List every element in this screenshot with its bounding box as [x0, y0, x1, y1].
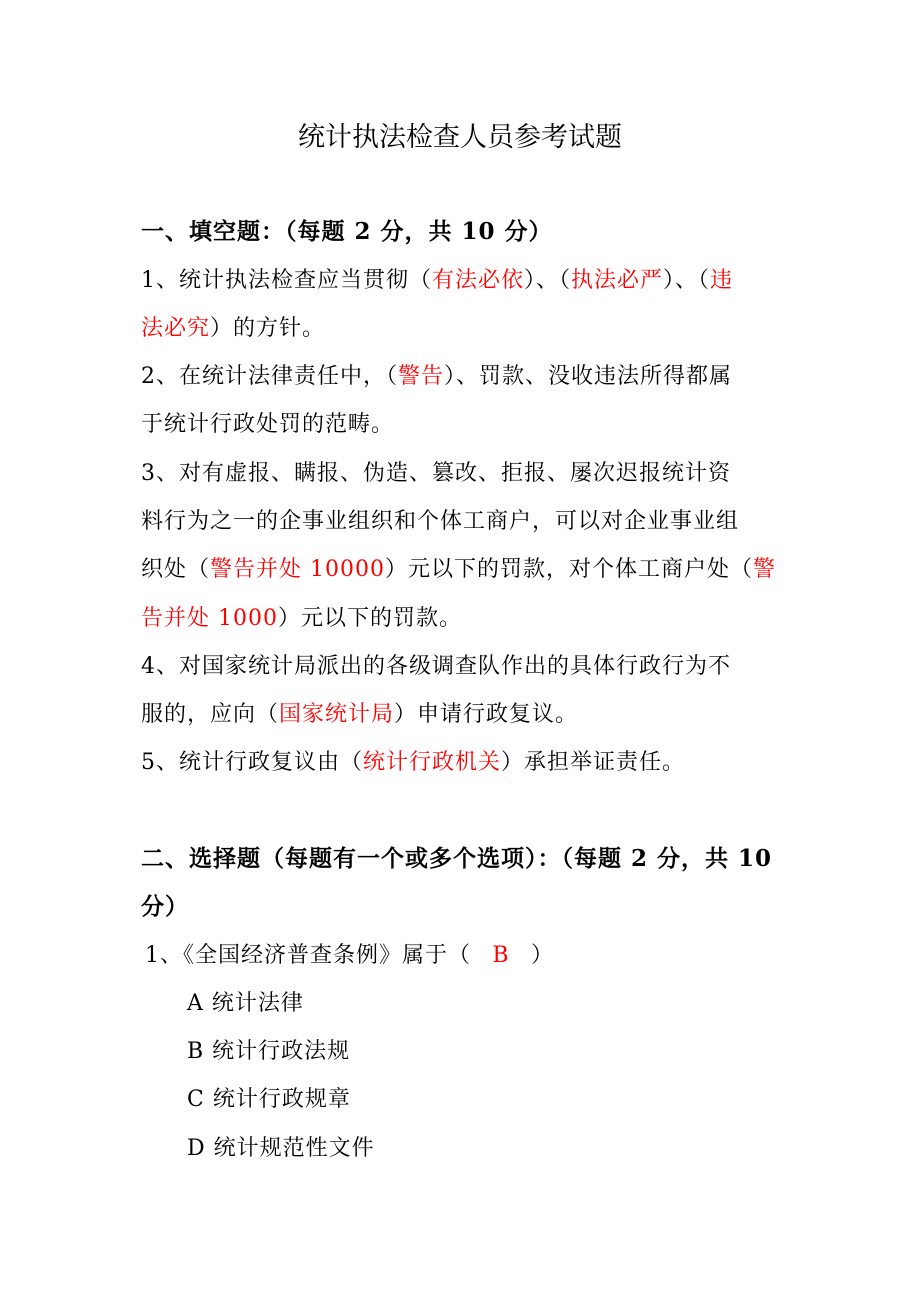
q3-answer-2a: 警 [753, 557, 777, 582]
option-a: A 统计法律 [187, 991, 304, 1016]
q1-text-e: ）、（ [663, 268, 711, 293]
q1-answer-2: 执法必严 [571, 268, 664, 293]
q1-line1 [141, 265, 733, 297]
q4-text-c: ）申请行政复议。 [394, 702, 579, 727]
q5-text-a: 5、统计行政复议由（ [141, 750, 363, 775]
q4-line2 [141, 699, 578, 731]
q2-line2: 于统计行政处罚的范畴。 [141, 412, 395, 437]
q4-line1: 4、对国家统计局派出的各级调查队作出的具体行政行为不 [141, 654, 731, 679]
q5-line1 [141, 747, 685, 779]
q3-answer-2b: 告并处 1000 [141, 606, 278, 631]
q4-text-a: 服的，应向（ [141, 702, 280, 727]
q3-line1: 3、对有虚报、瞒报、伪造、篡改、拒报、屡次迟报统计资 [141, 461, 731, 486]
mc-q1-close: ） [531, 943, 555, 968]
q1-line2 [141, 313, 325, 345]
q4-answer: 国家统计局 [279, 702, 395, 727]
q1-text-h: ）的方针。 [210, 316, 326, 341]
q1-answer-3b: 法必究 [141, 316, 211, 341]
q1-answer-3a: 违 [710, 268, 734, 293]
q3-text-f: ）元以下的罚款。 [277, 606, 462, 631]
mc-q1-answer: B [492, 943, 510, 968]
q1-text-a: 1、统计执法检查应当贯彻（ [141, 268, 432, 293]
option-d: D 统计规范性文件 [187, 1136, 375, 1161]
section1-heading: 一、填空题：（每题 2 分，共 10 分） [141, 218, 553, 245]
q3-answer-1: 警告并处 10000 [210, 557, 385, 582]
q5-text-c: ）承担举证责任。 [501, 750, 686, 775]
q3-line2: 料行为之一的企事业组织和个体工商户，可以对企业事业组 [141, 509, 740, 534]
section2-heading-line2: 分） [141, 893, 189, 920]
page-title: 统计执法检查人员参考试题 [298, 122, 622, 153]
q2-answer: 警告 [398, 364, 445, 389]
q2-line1 [141, 361, 732, 393]
q2-text-a: 2、在统计法律责任中，（ [141, 364, 398, 389]
q3-line4 [141, 603, 462, 635]
q1-text-c: ）、（ [524, 268, 572, 293]
q3-line3 [141, 554, 776, 586]
q1-answer-1: 有法必依 [432, 268, 525, 293]
q3-text-c: ）元以下的罚款，对个体工商户处（ [385, 557, 754, 582]
mc-q1 [145, 940, 554, 972]
section2-heading-line1: 二、选择题（每题有一个或多个选项）：（每题 2 分，共 10 [141, 845, 773, 872]
option-b: B 统计行政法规 [187, 1039, 351, 1064]
mc-q1-text: 1、《全国经济普查条例》属于（ [145, 943, 471, 968]
q2-text-c: ）、罚款、没收违法所得都属 [444, 364, 733, 389]
option-c: C 统计行政规章 [187, 1087, 351, 1112]
q5-answer: 统计行政机关 [363, 750, 502, 775]
q3-text-a: 织处（ [141, 557, 211, 582]
